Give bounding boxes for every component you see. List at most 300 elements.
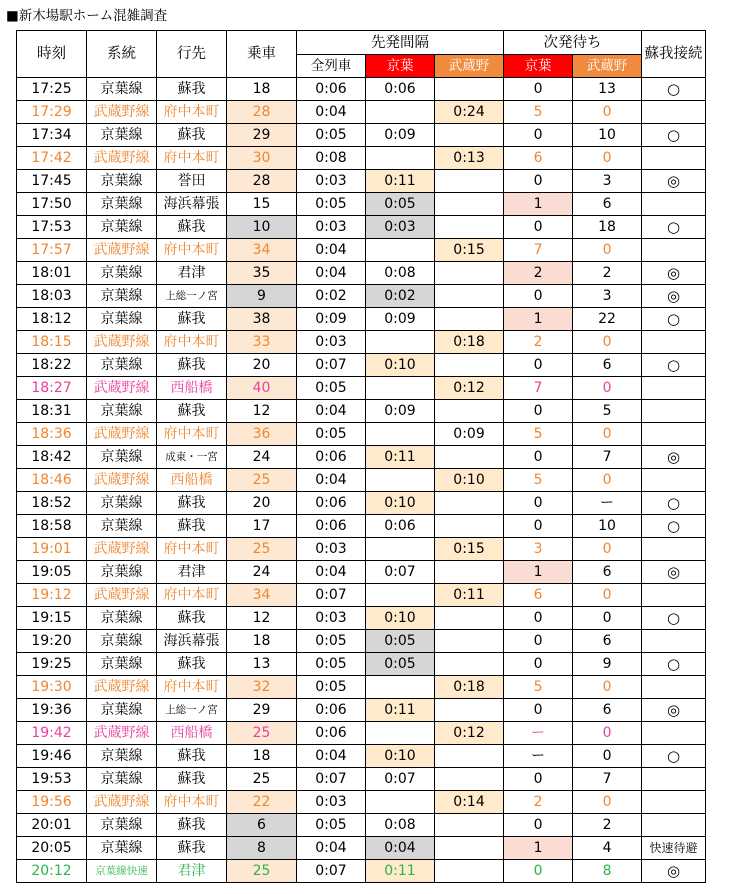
table-row bbox=[17, 446, 706, 469]
line-cell: 京葉線 bbox=[87, 745, 157, 768]
table-row bbox=[17, 124, 706, 147]
header-wait-musashino: 武蔵野 bbox=[573, 55, 642, 78]
interval-all-cell: 0:07 bbox=[297, 584, 366, 607]
table-row bbox=[17, 377, 706, 400]
line-cell: 武蔵野線 bbox=[87, 101, 157, 124]
table-row bbox=[17, 584, 706, 607]
board-cell: 30 bbox=[227, 147, 297, 170]
time-cell: 19:46 bbox=[17, 745, 87, 768]
wait-keiyo-cell: 0 bbox=[504, 630, 573, 653]
wait-keiyo-cell: ー bbox=[504, 722, 573, 745]
wait-musashino-cell: 5 bbox=[573, 400, 642, 423]
dest-cell: 蘇我 bbox=[157, 745, 227, 768]
interval-keiyo-cell: 0:06 bbox=[366, 515, 435, 538]
dest-cell: 蘇我 bbox=[157, 216, 227, 239]
time-cell: 19:12 bbox=[17, 584, 87, 607]
dest-cell: 上総一ノ宮 bbox=[157, 699, 227, 722]
dest-cell: 蘇我 bbox=[157, 400, 227, 423]
wait-musashino-cell: 0 bbox=[573, 676, 642, 699]
interval-musashino-cell: 0:18 bbox=[435, 331, 504, 354]
wait-musashino-cell: 6 bbox=[573, 561, 642, 584]
table-row bbox=[17, 492, 706, 515]
wait-keiyo-cell: 0 bbox=[504, 170, 573, 193]
table-row bbox=[17, 538, 706, 561]
wait-musashino-cell: 0 bbox=[573, 469, 642, 492]
wait-musashino-cell: 6 bbox=[573, 699, 642, 722]
line-cell: 京葉線 bbox=[87, 285, 157, 308]
soga-cell bbox=[642, 193, 706, 216]
line-cell: 京葉線 bbox=[87, 354, 157, 377]
interval-musashino-cell bbox=[435, 308, 504, 331]
interval-musashino-cell bbox=[435, 837, 504, 860]
wait-musashino-cell: 9 bbox=[573, 653, 642, 676]
line-cell: 京葉線 bbox=[87, 814, 157, 837]
soga-cell: ◎ bbox=[642, 285, 706, 308]
board-cell: 38 bbox=[227, 308, 297, 331]
soga-cell: 快速待避 bbox=[642, 837, 706, 860]
interval-keiyo-cell: 0:05 bbox=[366, 630, 435, 653]
interval-keiyo-cell bbox=[366, 423, 435, 446]
interval-musashino-cell: 0:12 bbox=[435, 377, 504, 400]
wait-keiyo-cell: 0 bbox=[504, 768, 573, 791]
wait-musashino-cell: 0 bbox=[573, 147, 642, 170]
interval-all-cell: 0:02 bbox=[297, 285, 366, 308]
line-cell: 武蔵野線 bbox=[87, 722, 157, 745]
time-cell: 18:01 bbox=[17, 262, 87, 285]
interval-keiyo-cell bbox=[366, 538, 435, 561]
interval-keiyo-cell: 0:05 bbox=[366, 653, 435, 676]
interval-all-cell: 0:03 bbox=[297, 791, 366, 814]
board-cell: 32 bbox=[227, 676, 297, 699]
interval-all-cell: 0:03 bbox=[297, 538, 366, 561]
dest-cell: 府中本町 bbox=[157, 147, 227, 170]
wait-keiyo-cell: 7 bbox=[504, 377, 573, 400]
board-cell: 17 bbox=[227, 515, 297, 538]
wait-keiyo-cell: 5 bbox=[504, 469, 573, 492]
table-row bbox=[17, 653, 706, 676]
time-cell: 17:34 bbox=[17, 124, 87, 147]
board-cell: 18 bbox=[227, 630, 297, 653]
dest-cell: 君津 bbox=[157, 860, 227, 883]
line-cell: 京葉線 bbox=[87, 653, 157, 676]
dest-cell: 府中本町 bbox=[157, 101, 227, 124]
wait-keiyo-cell: 0 bbox=[504, 814, 573, 837]
interval-keiyo-cell bbox=[366, 331, 435, 354]
time-cell: 19:15 bbox=[17, 607, 87, 630]
wait-keiyo-cell: 2 bbox=[504, 331, 573, 354]
interval-musashino-cell bbox=[435, 193, 504, 216]
page-title: ■新木場駅ホーム混雑調査 bbox=[6, 8, 168, 24]
interval-keiyo-cell: 0:09 bbox=[366, 308, 435, 331]
table-row bbox=[17, 262, 706, 285]
interval-all-cell: 0:05 bbox=[297, 377, 366, 400]
interval-keiyo-cell bbox=[366, 469, 435, 492]
interval-keiyo-cell: 0:08 bbox=[366, 262, 435, 285]
line-cell: 武蔵野線 bbox=[87, 239, 157, 262]
dest-cell: 蘇我 bbox=[157, 78, 227, 101]
dest-cell: 君津 bbox=[157, 561, 227, 584]
interval-keiyo-cell: 0:10 bbox=[366, 745, 435, 768]
board-cell: 33 bbox=[227, 331, 297, 354]
wait-musashino-cell: 22 bbox=[573, 308, 642, 331]
interval-musashino-cell: 0:15 bbox=[435, 239, 504, 262]
dest-cell: 蘇我 bbox=[157, 515, 227, 538]
interval-keiyo-cell: 0:03 bbox=[366, 216, 435, 239]
line-cell: 武蔵野線 bbox=[87, 147, 157, 170]
line-cell: 京葉線 bbox=[87, 561, 157, 584]
board-cell: 18 bbox=[227, 745, 297, 768]
interval-musashino-cell: 0:10 bbox=[435, 469, 504, 492]
wait-keiyo-cell: 3 bbox=[504, 538, 573, 561]
table-row bbox=[17, 630, 706, 653]
line-cell: 武蔵野線 bbox=[87, 469, 157, 492]
interval-musashino-cell bbox=[435, 561, 504, 584]
interval-all-cell: 0:04 bbox=[297, 745, 366, 768]
wait-keiyo-cell: 0 bbox=[504, 400, 573, 423]
line-cell: 武蔵野線 bbox=[87, 538, 157, 561]
interval-musashino-cell bbox=[435, 262, 504, 285]
time-cell: 19:36 bbox=[17, 699, 87, 722]
board-cell: 25 bbox=[227, 722, 297, 745]
time-cell: 19:56 bbox=[17, 791, 87, 814]
time-cell: 18:36 bbox=[17, 423, 87, 446]
wait-musashino-cell: 7 bbox=[573, 446, 642, 469]
interval-all-cell: 0:03 bbox=[297, 216, 366, 239]
wait-keiyo-cell: 0 bbox=[504, 699, 573, 722]
board-cell: 12 bbox=[227, 607, 297, 630]
interval-keiyo-cell bbox=[366, 377, 435, 400]
wait-musashino-cell: 18 bbox=[573, 216, 642, 239]
soga-cell: ○ bbox=[642, 745, 706, 768]
interval-musashino-cell bbox=[435, 216, 504, 239]
wait-musashino-cell: 4 bbox=[573, 837, 642, 860]
soga-cell bbox=[642, 538, 706, 561]
interval-all-cell: 0:03 bbox=[297, 607, 366, 630]
board-cell: 28 bbox=[227, 170, 297, 193]
dest-cell: 府中本町 bbox=[157, 791, 227, 814]
time-cell: 18:15 bbox=[17, 331, 87, 354]
dest-cell: 蘇我 bbox=[157, 354, 227, 377]
line-cell: 京葉線 bbox=[87, 193, 157, 216]
soga-cell: ◎ bbox=[642, 170, 706, 193]
line-cell: 武蔵野線 bbox=[87, 791, 157, 814]
line-cell: 武蔵野線 bbox=[87, 423, 157, 446]
soga-cell: ○ bbox=[642, 515, 706, 538]
board-cell: 13 bbox=[227, 653, 297, 676]
line-cell: 京葉線 bbox=[87, 170, 157, 193]
soga-cell bbox=[642, 423, 706, 446]
soga-cell bbox=[642, 239, 706, 262]
interval-keiyo-cell bbox=[366, 584, 435, 607]
interval-all-cell: 0:07 bbox=[297, 768, 366, 791]
interval-keiyo-cell: 0:07 bbox=[366, 561, 435, 584]
table-row bbox=[17, 722, 706, 745]
soga-cell bbox=[642, 101, 706, 124]
wait-musashino-cell: 6 bbox=[573, 630, 642, 653]
line-cell: 京葉線 bbox=[87, 492, 157, 515]
soga-cell: ○ bbox=[642, 492, 706, 515]
interval-keiyo-cell bbox=[366, 722, 435, 745]
wait-keiyo-cell: 0 bbox=[504, 492, 573, 515]
line-cell: 京葉線 bbox=[87, 216, 157, 239]
dest-cell: 蘇我 bbox=[157, 492, 227, 515]
time-cell: 17:29 bbox=[17, 101, 87, 124]
wait-keiyo-cell: 5 bbox=[504, 676, 573, 699]
header-dest: 行先 bbox=[157, 31, 227, 78]
header-interval-musashino: 武蔵野 bbox=[435, 55, 504, 78]
header-wait: 次発待ち bbox=[504, 31, 642, 55]
interval-all-cell: 0:05 bbox=[297, 676, 366, 699]
time-cell: 19:25 bbox=[17, 653, 87, 676]
wait-musashino-cell: 3 bbox=[573, 285, 642, 308]
interval-musashino-cell bbox=[435, 814, 504, 837]
table-row bbox=[17, 791, 706, 814]
interval-all-cell: 0:04 bbox=[297, 101, 366, 124]
interval-musashino-cell bbox=[435, 768, 504, 791]
dest-cell: 府中本町 bbox=[157, 239, 227, 262]
dest-cell: 上総一ノ宮 bbox=[157, 285, 227, 308]
line-cell: 京葉線快速 bbox=[87, 860, 157, 883]
dest-cell: 誉田 bbox=[157, 170, 227, 193]
interval-keiyo-cell: 0:05 bbox=[366, 193, 435, 216]
board-cell: 25 bbox=[227, 469, 297, 492]
dest-cell: 蘇我 bbox=[157, 124, 227, 147]
board-cell: 22 bbox=[227, 791, 297, 814]
interval-all-cell: 0:06 bbox=[297, 78, 366, 101]
table-row bbox=[17, 699, 706, 722]
board-cell: 25 bbox=[227, 860, 297, 883]
soga-cell bbox=[642, 814, 706, 837]
time-cell: 20:01 bbox=[17, 814, 87, 837]
soga-cell: ○ bbox=[642, 354, 706, 377]
line-cell: 京葉線 bbox=[87, 630, 157, 653]
board-cell: 20 bbox=[227, 492, 297, 515]
dest-cell: 府中本町 bbox=[157, 584, 227, 607]
dest-cell: 成東・一宮 bbox=[157, 446, 227, 469]
soga-cell bbox=[642, 377, 706, 400]
soga-cell: ○ bbox=[642, 124, 706, 147]
dest-cell: 海浜幕張 bbox=[157, 193, 227, 216]
wait-musashino-cell: 0 bbox=[573, 101, 642, 124]
interval-musashino-cell bbox=[435, 285, 504, 308]
soga-cell bbox=[642, 331, 706, 354]
soga-cell bbox=[642, 768, 706, 791]
soga-cell: ○ bbox=[642, 653, 706, 676]
table-row bbox=[17, 193, 706, 216]
time-cell: 19:42 bbox=[17, 722, 87, 745]
line-cell: 京葉線 bbox=[87, 308, 157, 331]
interval-keiyo-cell bbox=[366, 101, 435, 124]
interval-all-cell: 0:06 bbox=[297, 699, 366, 722]
interval-keiyo-cell: 0:09 bbox=[366, 400, 435, 423]
interval-all-cell: 0:04 bbox=[297, 400, 366, 423]
congestion-table bbox=[16, 30, 706, 883]
wait-keiyo-cell: 0 bbox=[504, 216, 573, 239]
board-cell: 35 bbox=[227, 262, 297, 285]
interval-musashino-cell bbox=[435, 492, 504, 515]
line-cell: 京葉線 bbox=[87, 699, 157, 722]
soga-cell: ◎ bbox=[642, 699, 706, 722]
dest-cell: 蘇我 bbox=[157, 837, 227, 860]
line-cell: 京葉線 bbox=[87, 515, 157, 538]
time-cell: 18:46 bbox=[17, 469, 87, 492]
time-cell: 19:01 bbox=[17, 538, 87, 561]
interval-all-cell: 0:06 bbox=[297, 492, 366, 515]
soga-cell bbox=[642, 676, 706, 699]
table-row bbox=[17, 745, 706, 768]
wait-musashino-cell: 0 bbox=[573, 239, 642, 262]
dest-cell: 君津 bbox=[157, 262, 227, 285]
wait-musashino-cell: 6 bbox=[573, 354, 642, 377]
interval-keiyo-cell: 0:11 bbox=[366, 699, 435, 722]
soga-cell bbox=[642, 584, 706, 607]
interval-musashino-cell: 0:12 bbox=[435, 722, 504, 745]
interval-all-cell: 0:05 bbox=[297, 653, 366, 676]
wait-keiyo-cell: 1 bbox=[504, 308, 573, 331]
header-time: 時刻 bbox=[17, 31, 87, 78]
soga-cell: ◎ bbox=[642, 262, 706, 285]
dest-cell: 西船橋 bbox=[157, 377, 227, 400]
time-cell: 18:27 bbox=[17, 377, 87, 400]
board-cell: 10 bbox=[227, 216, 297, 239]
interval-musashino-cell bbox=[435, 607, 504, 630]
dest-cell: 西船橋 bbox=[157, 469, 227, 492]
board-cell: 25 bbox=[227, 768, 297, 791]
wait-musashino-cell: 0 bbox=[573, 584, 642, 607]
interval-all-cell: 0:06 bbox=[297, 722, 366, 745]
interval-all-cell: 0:06 bbox=[297, 446, 366, 469]
time-cell: 18:42 bbox=[17, 446, 87, 469]
wait-musashino-cell: ー bbox=[573, 492, 642, 515]
interval-keiyo-cell: 0:11 bbox=[366, 170, 435, 193]
time-cell: 19:20 bbox=[17, 630, 87, 653]
soga-cell: ◎ bbox=[642, 860, 706, 883]
interval-musashino-cell: 0:11 bbox=[435, 584, 504, 607]
line-cell: 京葉線 bbox=[87, 262, 157, 285]
line-cell: 京葉線 bbox=[87, 607, 157, 630]
header-line: 系統 bbox=[87, 31, 157, 78]
wait-musashino-cell: 13 bbox=[573, 78, 642, 101]
interval-keiyo-cell bbox=[366, 676, 435, 699]
interval-musashino-cell bbox=[435, 745, 504, 768]
interval-all-cell: 0:08 bbox=[297, 147, 366, 170]
interval-keiyo-cell: 0:08 bbox=[366, 814, 435, 837]
table-row bbox=[17, 285, 706, 308]
board-cell: 18 bbox=[227, 78, 297, 101]
board-cell: 20 bbox=[227, 354, 297, 377]
header-board: 乗車 bbox=[227, 31, 297, 78]
wait-keiyo-cell: 5 bbox=[504, 101, 573, 124]
board-cell: 36 bbox=[227, 423, 297, 446]
table-row bbox=[17, 837, 706, 860]
interval-keiyo-cell bbox=[366, 147, 435, 170]
table-row bbox=[17, 170, 706, 193]
time-cell: 18:22 bbox=[17, 354, 87, 377]
line-cell: 武蔵野線 bbox=[87, 331, 157, 354]
wait-keiyo-cell: 7 bbox=[504, 239, 573, 262]
interval-keiyo-cell bbox=[366, 791, 435, 814]
wait-musashino-cell: 0 bbox=[573, 377, 642, 400]
wait-musashino-cell: 0 bbox=[573, 331, 642, 354]
interval-keiyo-cell: 0:02 bbox=[366, 285, 435, 308]
wait-musashino-cell: 0 bbox=[573, 538, 642, 561]
line-cell: 京葉線 bbox=[87, 78, 157, 101]
wait-keiyo-cell: 1 bbox=[504, 561, 573, 584]
header-soga: 蘇我接続 bbox=[642, 31, 706, 78]
table-row bbox=[17, 308, 706, 331]
interval-musashino-cell bbox=[435, 78, 504, 101]
board-cell: 29 bbox=[227, 124, 297, 147]
table-row bbox=[17, 78, 706, 101]
wait-keiyo-cell: 0 bbox=[504, 354, 573, 377]
table-row bbox=[17, 515, 706, 538]
interval-musashino-cell bbox=[435, 630, 504, 653]
soga-cell: ○ bbox=[642, 607, 706, 630]
table-row bbox=[17, 561, 706, 584]
interval-all-cell: 0:05 bbox=[297, 124, 366, 147]
soga-cell: ○ bbox=[642, 308, 706, 331]
interval-keiyo-cell: 0:11 bbox=[366, 860, 435, 883]
interval-keiyo-cell: 0:11 bbox=[366, 446, 435, 469]
wait-musashino-cell: 10 bbox=[573, 515, 642, 538]
time-cell: 18:12 bbox=[17, 308, 87, 331]
dest-cell: 西船橋 bbox=[157, 722, 227, 745]
wait-keiyo-cell: 2 bbox=[504, 791, 573, 814]
interval-musashino-cell: 0:18 bbox=[435, 676, 504, 699]
board-cell: 12 bbox=[227, 400, 297, 423]
board-cell: 24 bbox=[227, 446, 297, 469]
wait-musashino-cell: 8 bbox=[573, 860, 642, 883]
wait-musashino-cell: 10 bbox=[573, 124, 642, 147]
interval-keiyo-cell: 0:10 bbox=[366, 354, 435, 377]
time-cell: 18:52 bbox=[17, 492, 87, 515]
table-row bbox=[17, 400, 706, 423]
interval-musashino-cell bbox=[435, 653, 504, 676]
interval-all-cell: 0:05 bbox=[297, 193, 366, 216]
table-row bbox=[17, 239, 706, 262]
interval-all-cell: 0:03 bbox=[297, 170, 366, 193]
board-cell: 25 bbox=[227, 538, 297, 561]
table-row bbox=[17, 607, 706, 630]
interval-musashino-cell bbox=[435, 699, 504, 722]
interval-all-cell: 0:04 bbox=[297, 469, 366, 492]
line-cell: 京葉線 bbox=[87, 446, 157, 469]
wait-musashino-cell: 0 bbox=[573, 745, 642, 768]
time-cell: 18:03 bbox=[17, 285, 87, 308]
line-cell: 武蔵野線 bbox=[87, 584, 157, 607]
wait-keiyo-cell: 6 bbox=[504, 147, 573, 170]
table-row bbox=[17, 814, 706, 837]
wait-musashino-cell: 0 bbox=[573, 791, 642, 814]
interval-musashino-cell bbox=[435, 860, 504, 883]
dest-cell: 府中本町 bbox=[157, 423, 227, 446]
line-cell: 京葉線 bbox=[87, 837, 157, 860]
dest-cell: 蘇我 bbox=[157, 768, 227, 791]
dest-cell: 海浜幕張 bbox=[157, 630, 227, 653]
interval-musashino-cell bbox=[435, 124, 504, 147]
board-cell: 24 bbox=[227, 561, 297, 584]
wait-keiyo-cell: 0 bbox=[504, 78, 573, 101]
interval-all-cell: 0:09 bbox=[297, 308, 366, 331]
table-row bbox=[17, 423, 706, 446]
time-cell: 20:05 bbox=[17, 837, 87, 860]
table-row bbox=[17, 331, 706, 354]
interval-musashino-cell bbox=[435, 515, 504, 538]
table-row bbox=[17, 860, 706, 883]
time-cell: 17:57 bbox=[17, 239, 87, 262]
wait-keiyo-cell: 1 bbox=[504, 837, 573, 860]
header-interval-keiyo: 京葉 bbox=[366, 55, 435, 78]
